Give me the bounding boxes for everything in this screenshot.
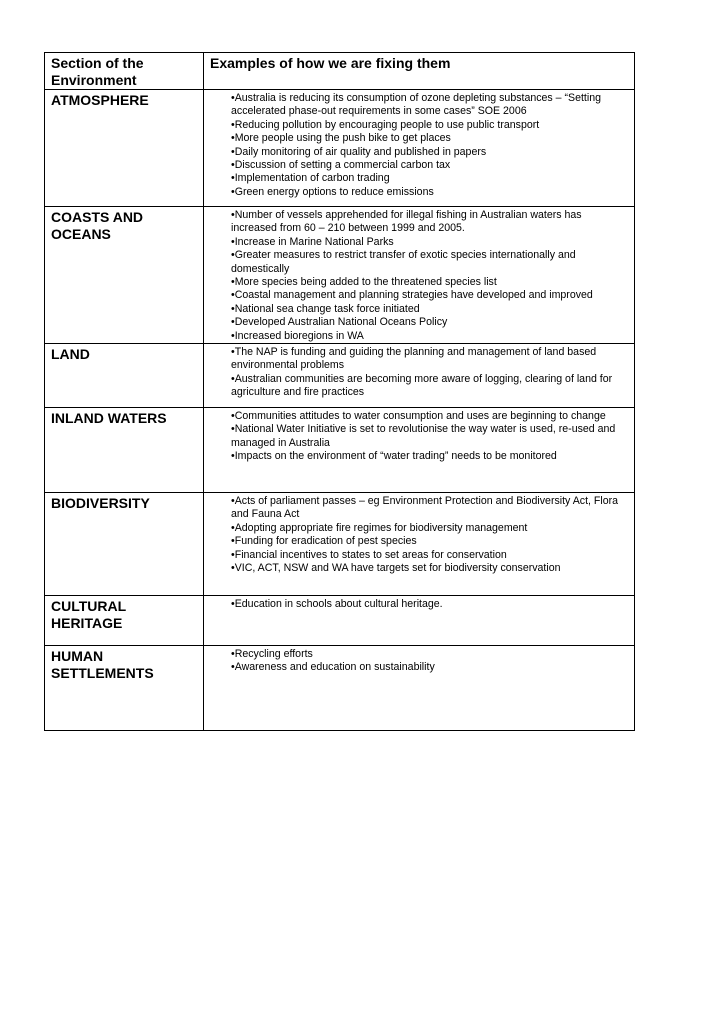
list-item: •Reducing pollution by encouraging people to use public transport: [231, 118, 540, 131]
section-label: INLAND WATERS: [45, 408, 204, 493]
list-item: •National Water Initiative is set to revolutionise the way water is used, re-used and managed in Australia: [231, 423, 616, 449]
list-item: •Increase in Marine National Parks: [231, 235, 394, 248]
examples-cell: [204, 207, 635, 344]
list-item: •Australia is reducing its consumption of ozone depleting substances – “Setting accelerated phase-out requirements in some cases” SOE 2006: [231, 92, 602, 118]
list-item: •Implementation of carbon trading: [231, 172, 390, 185]
list-item: •Adopting appropriate fire regimes for biodiversity management: [231, 521, 528, 534]
list-item: •Financial incentives to states to set areas for conservation: [231, 548, 507, 561]
examples-list: [204, 344, 634, 400]
list-item: •Discussion of setting a commercial carbon tax: [231, 159, 451, 172]
list-item: •Acts of parliament passes – eg Environment Protection and Biodiversity Act, Flora and Fauna Act: [231, 495, 619, 521]
list-item: •Developed Australian National Oceans Policy: [231, 316, 448, 329]
list-item: •Increased bioregions in WA: [231, 329, 364, 342]
examples-cell: [204, 344, 635, 408]
list-item: •Communities attitudes to water consumption and uses are beginning to change: [231, 410, 606, 423]
examples-list: [204, 596, 634, 611]
header-section: Section of the Environment: [45, 53, 204, 90]
examples-cell: [204, 596, 635, 646]
environment-table: [44, 52, 635, 731]
table-row: [45, 646, 635, 731]
list-item: •Impacts on the environment of “water trading” needs to be monitored: [231, 450, 557, 463]
section-label: BIODIVERSITY: [45, 493, 204, 596]
table-row: [45, 344, 635, 408]
examples-cell: [204, 90, 635, 207]
list-item: •Greater measures to restrict transfer of exotic species internationally and domestically: [231, 249, 576, 275]
section-label: HUMAN SETTLEMENTS: [45, 646, 204, 731]
table-row: [45, 408, 635, 493]
examples-list: [204, 646, 634, 675]
list-item: •More species being added to the threatened species list: [231, 276, 497, 289]
examples-list: [204, 493, 634, 575]
list-item: •The NAP is funding and guiding the planning and management of land based environmental problems: [231, 346, 597, 372]
list-item: •Green energy options to reduce emissions: [231, 185, 434, 198]
list-item: •Funding for eradication of pest species: [231, 535, 417, 548]
table-header-row: [45, 53, 635, 90]
examples-cell: [204, 493, 635, 596]
list-item: •National sea change task force initiated: [231, 302, 420, 315]
list-item: •More people using the push bike to get places: [231, 132, 451, 145]
section-label: LAND: [45, 344, 204, 408]
list-item: •Number of vessels apprehended for illegal fishing in Australian waters has increased from 60 – 210 between 1999 and 2005.: [231, 209, 582, 235]
list-item: •Coastal management and planning strategies have developed and improved: [231, 289, 593, 302]
list-item: •Daily monitoring of air quality and published in papers: [231, 145, 487, 158]
table-row: [45, 493, 635, 596]
table-row: [45, 90, 635, 207]
examples-cell: [204, 408, 635, 493]
list-item: •Awareness and education on sustainability: [231, 661, 435, 674]
section-label: ATMOSPHERE: [45, 90, 204, 207]
list-item: •Education in schools about cultural heritage.: [231, 598, 443, 611]
table-row: [45, 207, 635, 344]
examples-list: [204, 90, 634, 199]
examples-list: [204, 408, 634, 464]
list-item: •Recycling efforts: [231, 648, 313, 661]
section-label: COASTS AND OCEANS: [45, 207, 204, 344]
list-item: •Australian communities are becoming more aware of logging, clearing of land for agriculture and fire practices: [231, 372, 613, 399]
table-row: [45, 596, 635, 646]
examples-list: [204, 207, 634, 343]
section-label: CULTURAL HERITAGE: [45, 596, 204, 646]
examples-cell: [204, 646, 635, 731]
header-examples: Examples of how we are fixing them: [204, 53, 635, 90]
list-item: •VIC, ACT, NSW and WA have targets set for biodiversity conservation: [231, 562, 561, 575]
